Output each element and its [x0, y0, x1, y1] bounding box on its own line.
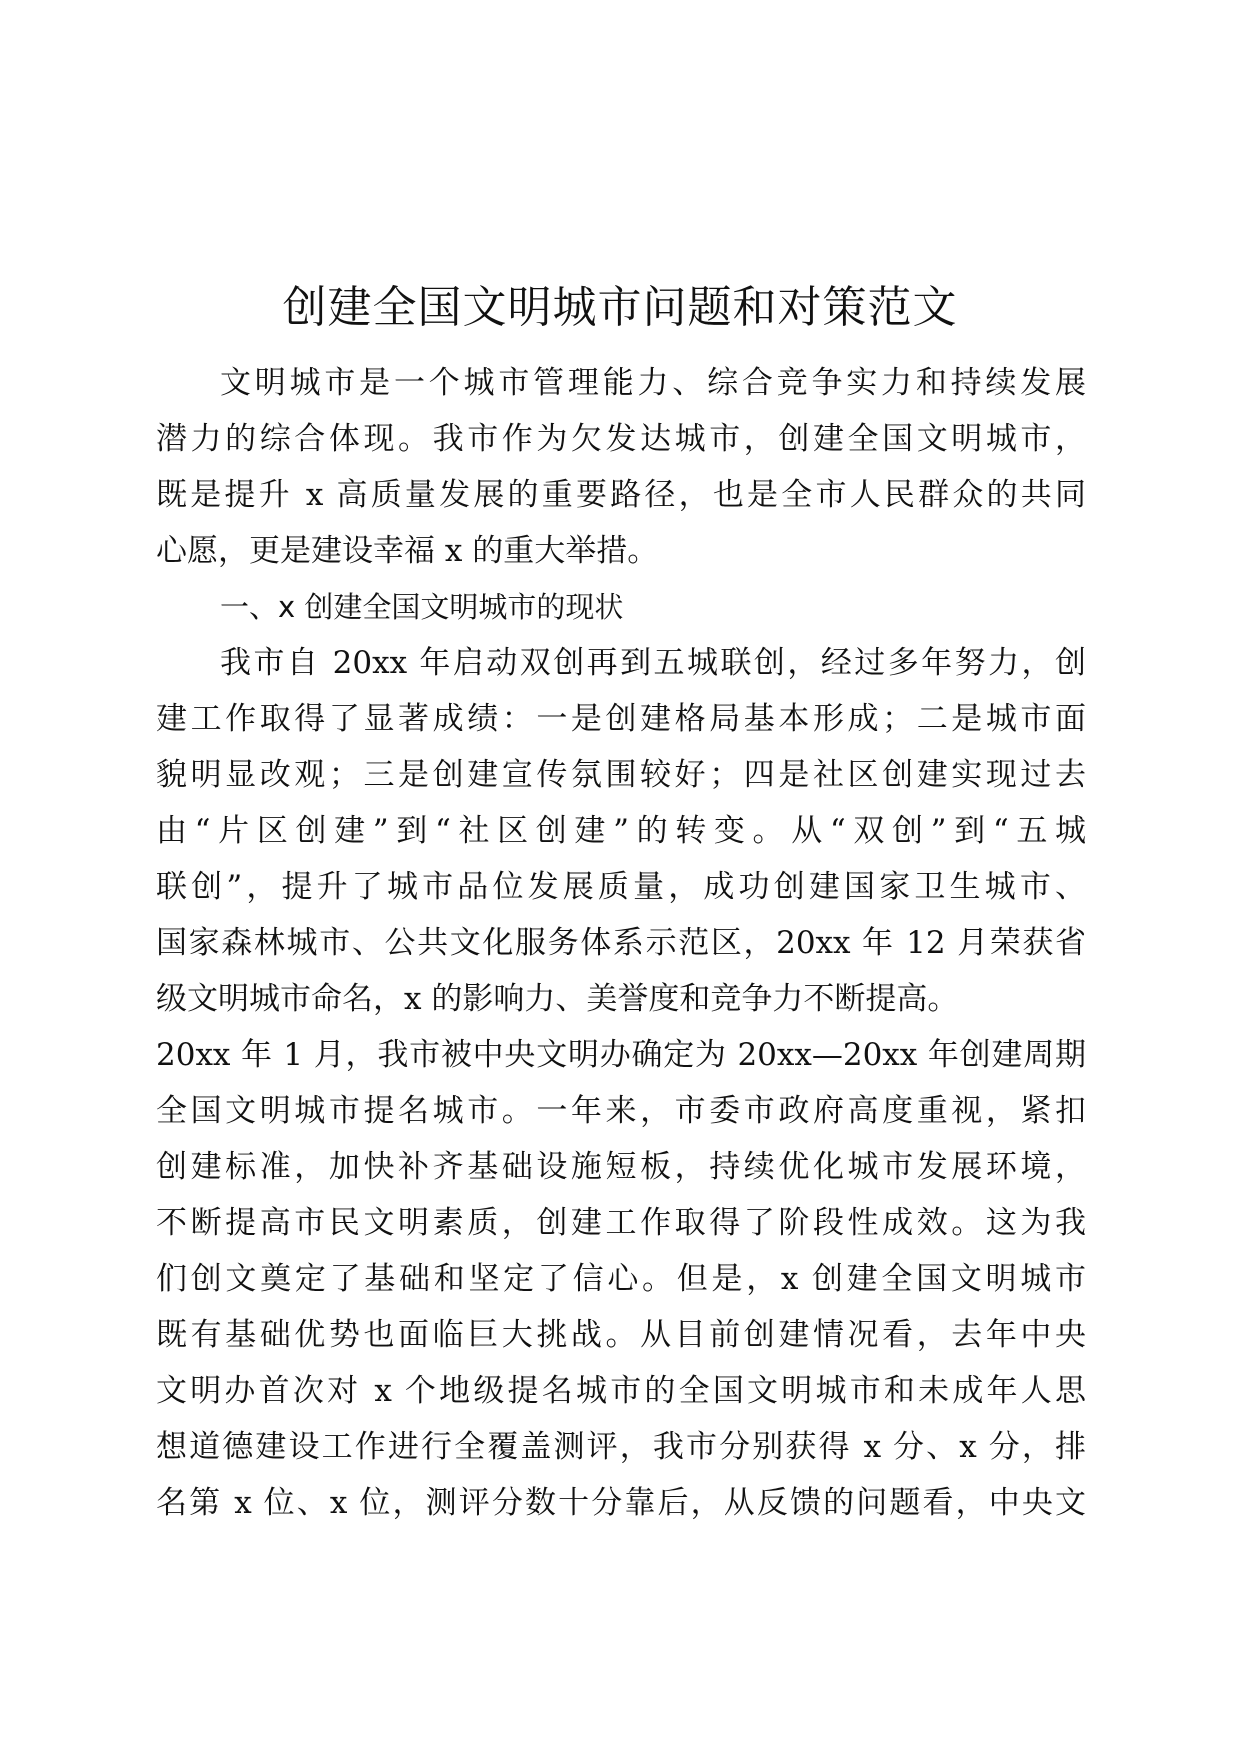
- paragraph-line: 20xx 年 1 月，我市被中央文明办确定为 20xx—20xx 年创建周期: [156, 1037, 1086, 1073]
- document-body: [156, 355, 1086, 1531]
- paragraph-line: 貌明显改观；三是创建宣传氛围较好；四是社区创建实现过去: [156, 757, 1086, 793]
- paragraph-line: 名第 x 位、x 位，测评分数十分靠后，从反馈的问题看，中央文: [156, 1485, 1086, 1521]
- paragraph-line: 由“片区创建”到“社区创建”的转变。从“双创”到“五城: [156, 813, 1086, 849]
- paragraph-line: 们创文奠定了基础和坚定了信心。但是，x 创建全国文明城市: [156, 1261, 1086, 1297]
- paragraph-line: 不断提高市民文明素质，创建工作取得了阶段性成效。这为我: [156, 1205, 1086, 1241]
- paragraph-line: 我市自 20xx 年启动双创再到五城联创，经过多年努力，创: [220, 645, 1086, 681]
- paragraph-line: 级文明城市命名，x 的影响力、美誉度和竞争力不断提高。: [156, 981, 959, 1017]
- paragraph-line: 潜力的综合体现。我市作为欠发达城市，创建全国文明城市，: [156, 421, 1086, 457]
- paragraph-line: 建工作取得了显著成绩：一是创建格局基本形成；二是城市面: [156, 701, 1086, 737]
- paragraph-line: 国家森林城市、公共文化服务体系示范区，20xx 年 12 月荣获省: [156, 925, 1086, 961]
- paragraph-line: 想道德建设工作进行全覆盖测评，我市分别获得 x 分、x 分，排: [156, 1429, 1086, 1465]
- paragraph-line: 文明办首次对 x 个地级提名城市的全国文明城市和未成年人思: [156, 1373, 1086, 1409]
- paragraph-line: 全国文明城市提名城市。一年来，市委市政府高度重视，紧扣: [156, 1093, 1086, 1129]
- paragraph-line: 既有基础优势也面临巨大挑战。从目前创建情况看，去年中央: [156, 1317, 1086, 1353]
- section-heading: 一、x 创建全国文明城市的现状: [220, 590, 624, 624]
- paragraph-line: 既是提升 x 高质量发展的重要路径，也是全市人民群众的共同: [156, 477, 1086, 513]
- document-title: 创建全国文明城市问题和对策范文: [282, 282, 958, 333]
- paragraph-line: 联创”，提升了城市品位发展质量，成功创建国家卫生城市、: [156, 869, 1086, 905]
- paragraph-line: 文明城市是一个城市管理能力、综合竞争实力和持续发展: [220, 365, 1086, 401]
- paragraph-line: 心愿，更是建设幸福 x 的重大举措。: [156, 533, 659, 569]
- paragraph-line: 创建标准，加快补齐基础设施短板，持续优化城市发展环境，: [156, 1149, 1086, 1185]
